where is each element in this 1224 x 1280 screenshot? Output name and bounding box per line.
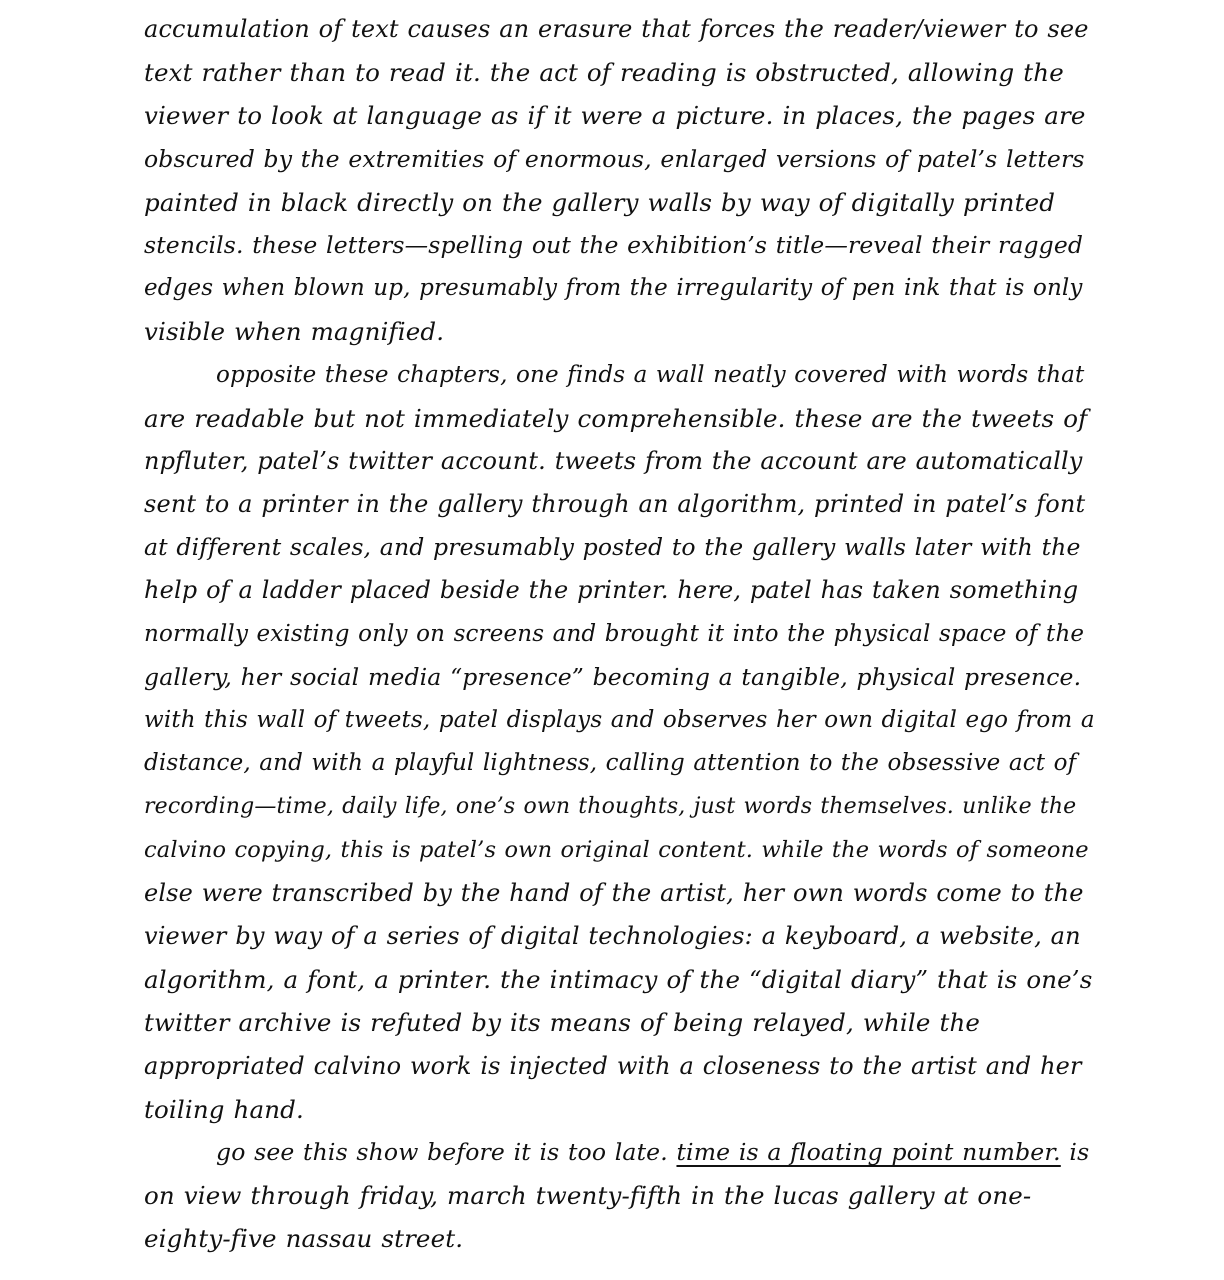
closing-prefix: go see this show before it is too late.	[216, 1137, 677, 1166]
closing-suffix: is	[1060, 1137, 1090, 1166]
text-line: gallery, her social media “presence” becoming a tangible, physical presence.	[144, 662, 1082, 691]
text-line: toiling hand.	[144, 1094, 304, 1124]
text-line: distance, and with a playful lightness, calling attention to the obsessive act of	[144, 750, 1077, 777]
text-line: visible when magnified.	[144, 317, 445, 347]
text-line: eighty-five nassau street.	[144, 1224, 464, 1254]
text-line: twitter archive is refuted by its means of being relayed, while the	[144, 1008, 981, 1038]
text-line: normally existing only on screens and brought it into the physical space of the	[144, 620, 1085, 647]
text-line: sent to a printer in the gallery through an algorithm, printed in patel’s font	[144, 490, 1086, 519]
text-line: stencils. these letters—spelling out the exhibition’s title—reveal their ragged	[144, 230, 1084, 259]
text-line: algorithm, a font, a printer. the intimacy of the “digital diary” that is one’s	[144, 965, 1093, 995]
text-line: npfluter, patel’s twitter account. tweets from the account are automatically	[144, 446, 1083, 475]
text-line: calvino copying, this is patel’s own original content. while the words of someone	[144, 836, 1089, 863]
exhibition-title-link[interactable]: time is a floating point number.	[676, 1137, 1061, 1166]
text-line: obscured by the extremities of enormous, enlarged versions of patel’s letters	[144, 144, 1085, 173]
text-line: accumulation of text causes an erasure that forces the reader/viewer to see	[144, 15, 1089, 43]
text-line: are readable but not immediately comprehensible. these are the tweets of	[144, 403, 1088, 433]
text-line: text rather than to read it. the act of reading is obstructed, allowing the	[144, 58, 1064, 88]
text-line: else were transcribed by the hand of the artist, her own words come to the	[144, 878, 1084, 907]
text-line: at different scales, and presumably posted to the gallery walls later with the	[144, 533, 1081, 562]
text-line: with this wall of tweets, patel displays and observes her own digital ego from a	[144, 707, 1095, 733]
text-line: edges when blown up, presumably from the irregularity of pen ink that is only	[144, 275, 1083, 302]
closing-line	[144, 1131, 1094, 1174]
paragraph-start-line: opposite these chapters, one finds a wall neatly covered with words that	[216, 361, 1085, 388]
text-line: help of a ladder placed beside the printer. here, patel has taken something	[144, 576, 1079, 605]
text-body	[144, 8, 1094, 1260]
text-line: viewer by way of a series of digital technologies: a keyboard, a website, an	[144, 921, 1081, 950]
text-line: on view through friday, march twenty-fifth in the lucas gallery at one-	[144, 1181, 1032, 1211]
text-line: viewer to look at language as if it were a picture. in places, the pages are	[144, 101, 1086, 131]
text-line: recording—time, daily life, one’s own thoughts, just words themselves. unlike the	[144, 794, 1077, 820]
text-line: painted in black directly on the gallery walls by way of digitally printed	[144, 187, 1056, 217]
text-line: appropriated calvino work is injected with a closeness to the artist and her	[144, 1051, 1082, 1080]
